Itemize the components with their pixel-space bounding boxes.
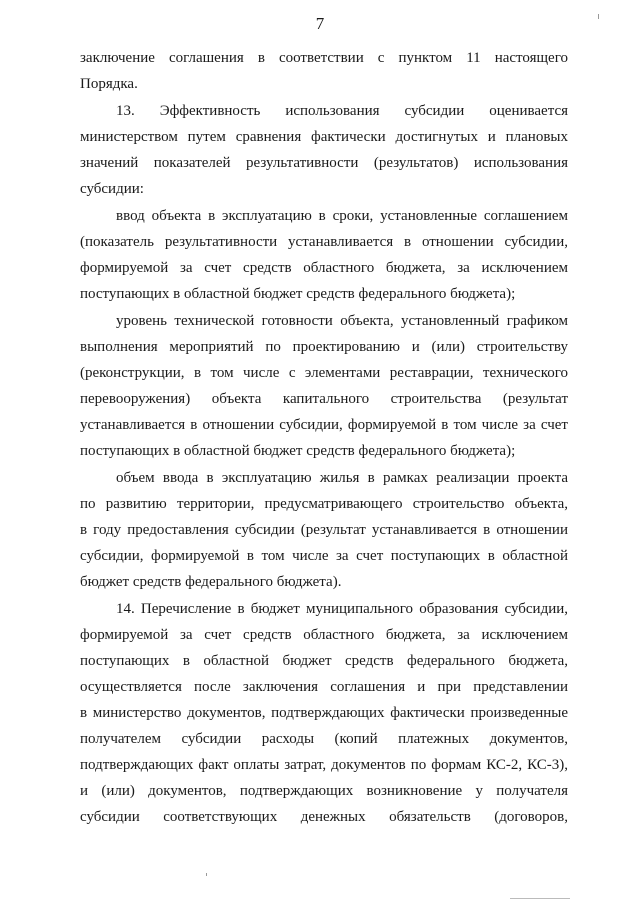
text-line: уровень технической готовности объекта, установленный графиком (116, 313, 568, 329)
text-line: поступающих в областной бюджет средств федерального бюджета, (80, 653, 568, 669)
text-line: значений показателей результативности (результатов) использования (80, 155, 568, 171)
text-line: (показатель результативности устанавливается в отношении субсидии, (80, 234, 568, 250)
text-line: министерством путем сравнения фактически достигнутых и плановых (80, 129, 568, 145)
text-line: перевооружения) объекта капитального строительства (результат (80, 391, 568, 407)
page-number: 7 (315, 14, 325, 33)
text-line: субсидии соответствующих денежных обязательств (договоров, (80, 809, 568, 825)
paragraph-13-start: 13. Эффективность использования субсидии оценивается (116, 103, 568, 119)
scan-mark (510, 898, 570, 899)
scan-mark (206, 873, 207, 876)
text-line: в году предоставления субсидии (результат устанавливается в отношении (80, 522, 568, 538)
text-line: подтверждающих факт оплаты затрат, документов по формам КС-2, КС-3), (80, 757, 568, 773)
text-line: объем ввода в эксплуатацию жилья в рамках реализации проекта (116, 470, 568, 486)
paragraph-14-start: 14. Перечисление в бюджет муниципального образования субсидии, (116, 601, 568, 617)
scan-mark (598, 14, 599, 19)
text-line: (реконструкции, в том числе с элементами реставрации, технического (80, 365, 568, 381)
text-line: формируемой за счет средств областного бюджета, за исключением (80, 260, 568, 276)
text-line: субсидии: (80, 181, 144, 197)
text-line: бюджет средств федерального бюджета). (80, 574, 342, 590)
text-line: по развитию территории, предусматривающего строительство объекта, (80, 496, 568, 512)
text-line: устанавливается в отношении субсидии, формируемой в том числе за счет (80, 417, 568, 433)
text-line: в министерство документов, подтверждающих фактически произведенные (80, 705, 568, 721)
text-line: заключение соглашения в соответствии с пунктом 11 настоящего (80, 50, 568, 66)
text-line: осуществляется после заключения соглашения и при представлении (80, 679, 568, 695)
text-line: выполнения мероприятий по проектированию и (или) строительству (80, 339, 568, 355)
text-line: субсидии, формируемой в том числе за счет поступающих в областной (80, 548, 568, 564)
text-line: поступающих в областной бюджет средств федерального бюджета); (80, 443, 516, 459)
text-line: получателем субсидии расходы (копий платежных документов, (80, 731, 568, 747)
text-line: Порядка. (80, 76, 138, 92)
text-line: ввод объекта в эксплуатацию в сроки, установленные соглашением (116, 208, 568, 224)
text-line: поступающих в областной бюджет средств федерального бюджета); (80, 286, 516, 302)
text-line: формируемой за счет средств областного бюджета, за исключением (80, 627, 568, 643)
text-line: и (или) документов, подтверждающих возникновение у получателя (80, 783, 568, 799)
